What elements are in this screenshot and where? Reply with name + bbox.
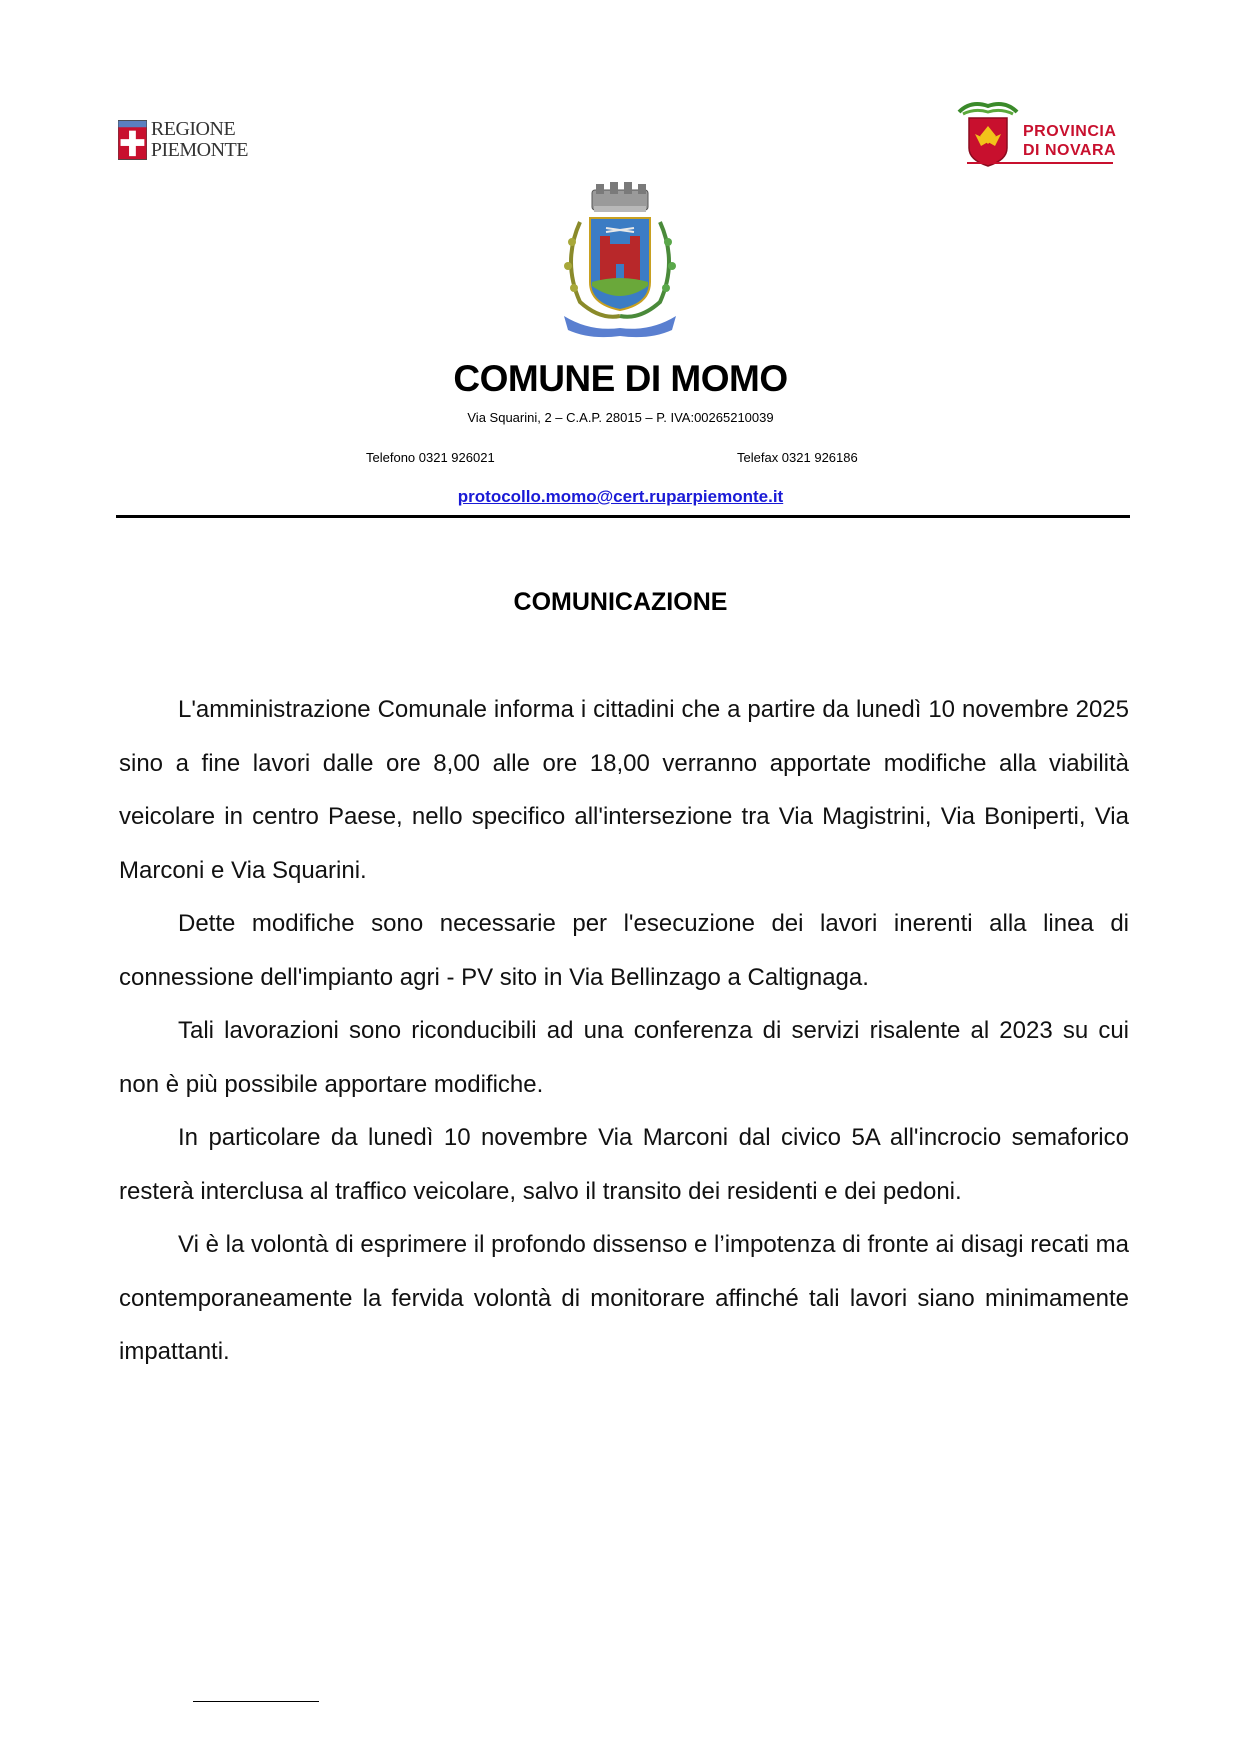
comune-title: COMUNE DI MOMO xyxy=(453,358,788,399)
body-paragraph: Tali lavorazioni sono riconducibili ad una conferenza di servizi risalente al 2023 su cui non è più possibile apportare modifiche. xyxy=(119,1017,1129,1098)
provincia-logo-line2: DI NOVARA xyxy=(1023,142,1117,159)
regione-logo-line2: PIEMONTE xyxy=(150,139,248,161)
telefono-number: Telefono 0321 926021 xyxy=(366,450,495,465)
header-divider xyxy=(116,515,1130,518)
body-paragraph: Dette modifiche sono necessarie per l'esecuzione dei lavori inerenti alla linea di connessione dell'impianto agri - PV sito in Via Bellinzago a Caltignaga. xyxy=(119,910,1129,991)
telefax-number: Telefax 0321 926186 xyxy=(737,450,858,465)
address-line: Via Squarini, 2 – C.A.P. 28015 – P. IVA:00265210039 xyxy=(467,410,774,425)
provincia-logo-underline xyxy=(967,162,1113,164)
provincia-novara-crest-icon xyxy=(955,100,1021,170)
body-paragraph: In particolare da lunedì 10 novembre Via Marconi dal civico 5A all'incrocio semaforico resterà interclusa al traffico veicolare, salvo il transito dei residenti e dei pedoni. xyxy=(119,1124,1129,1205)
provincia-logo-line1: PROVINCIA xyxy=(1023,123,1117,140)
comune-momo-coat-of-arms-icon xyxy=(550,182,690,342)
regione-logo-line1: REGIONE xyxy=(150,118,236,140)
footnote-separator xyxy=(193,1701,319,1702)
pec-email-link[interactable]: protocollo.momo@cert.ruparpiemonte.it xyxy=(457,487,784,506)
regione-piemonte-flag-icon xyxy=(118,117,147,163)
regione-logo-text xyxy=(151,119,248,161)
provincia-novara-logo xyxy=(955,100,1125,170)
regione-piemonte-logo xyxy=(118,114,248,166)
provincia-logo-text xyxy=(1023,122,1116,160)
body-paragraph: L'amministrazione Comunale informa i cittadini che a partire da lunedì 10 novembre 2025 sino a fine lavori dalle ore 8,00 alle ore 18,00 verranno apportate modifiche alla viabilità veicolare in centro Paese, nello specifico all'intersezione tra Via Magistrini, Via Boniperti, Via Marconi e Via Squarini. xyxy=(119,696,1129,884)
body-paragraph: Vi è la volontà di esprimere il profondo dissenso e l’impotenza di fronte ai disagi recati ma contemporaneamente la fervida volontà di monitorare affinché tali lavori siano minimamente impattanti. xyxy=(119,1231,1129,1365)
document-heading: COMUNICAZIONE xyxy=(513,588,728,616)
document-body xyxy=(119,683,1129,1379)
